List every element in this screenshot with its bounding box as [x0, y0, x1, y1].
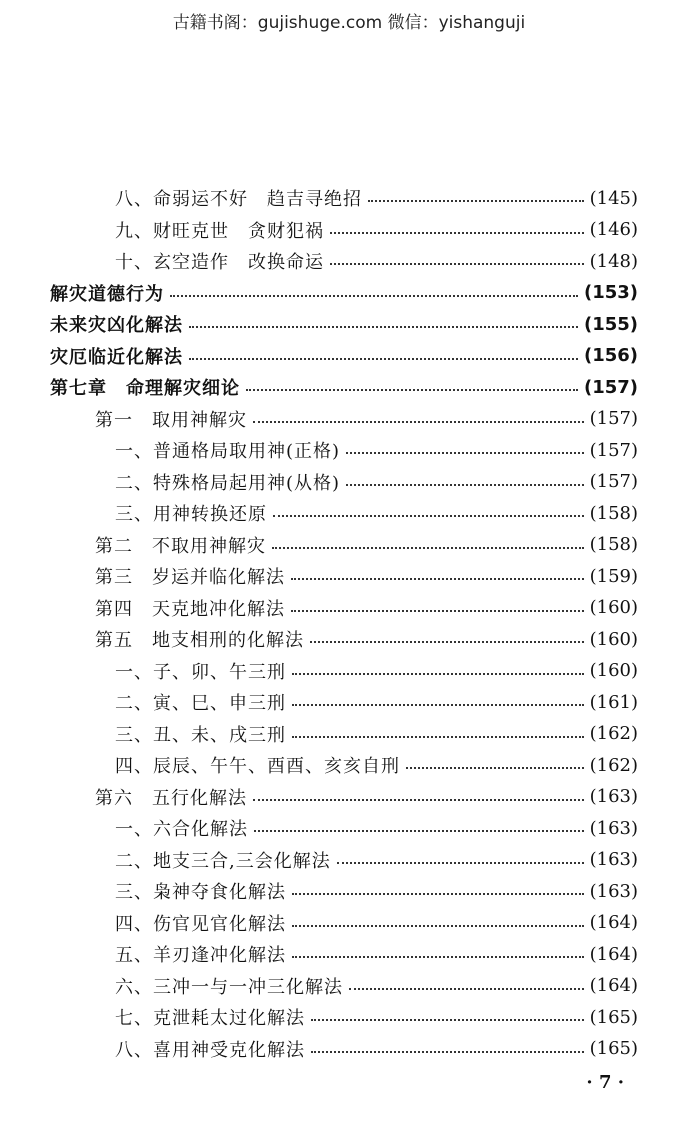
- toc-entry-title: 第五 地支相刑的化解法: [95, 630, 304, 651]
- toc-entry[interactable]: [115, 215, 638, 245]
- toc-entry-title: 一、六合化解法: [115, 819, 248, 840]
- toc-entry-title: 三、用神转换还原: [115, 504, 267, 525]
- toc-entry[interactable]: [115, 813, 638, 843]
- toc-leader-dots: [368, 200, 584, 202]
- toc-leader-dots: [346, 484, 584, 486]
- toc-entry[interactable]: [115, 656, 638, 686]
- toc-entry-page: (164): [589, 943, 638, 965]
- toc-entry-title: 未来灾凶化解法: [50, 315, 183, 336]
- toc-leader-dots: [330, 232, 584, 234]
- toc-entry[interactable]: [115, 1002, 638, 1032]
- toc-entry-page: (164): [589, 912, 638, 933]
- toc-entry[interactable]: [115, 845, 638, 875]
- toc-entry-title: 三、丑、未、戌三刑: [115, 724, 286, 746]
- toc-entry-page: (161): [589, 691, 638, 713]
- toc-entry-title: 二、寅、巳、申三刑: [115, 693, 286, 714]
- toc-entry-title: 四、辰辰、午午、酉酉、亥亥自刑: [115, 756, 400, 777]
- toc-entry[interactable]: [95, 782, 638, 812]
- toc-entry[interactable]: [95, 404, 638, 434]
- toc-entry-page: (164): [589, 975, 638, 996]
- toc-entry-page: (163): [589, 786, 638, 807]
- toc-entry-title: 第三 岁运并临化解法: [95, 567, 285, 588]
- toc-entry-title: 九、财旺克世 贪财犯祸: [115, 220, 324, 242]
- toc-entry[interactable]: [115, 687, 638, 717]
- toc-entry-title: 第六 五行化解法: [95, 787, 247, 809]
- toc-leader-dots: [291, 610, 584, 612]
- toc-entry-page: (145): [589, 187, 638, 209]
- toc-leader-dots: [330, 263, 584, 265]
- toc-leader-dots: [292, 956, 584, 958]
- toc-entry-page: (162): [589, 754, 638, 776]
- toc-entry-title: 五、羊刃逢冲化解法: [115, 945, 286, 966]
- toc-entry[interactable]: [95, 624, 638, 654]
- toc-entry-title: 二、地支三合,三会化解法: [115, 850, 331, 872]
- toc-leader-dots: [189, 358, 578, 360]
- toc-entry-page: (159): [589, 565, 638, 587]
- toc-entry[interactable]: [115, 498, 638, 528]
- toc-entry-page: (165): [589, 1038, 638, 1059]
- toc-entry-title: 第一 取用神解灾: [95, 409, 247, 431]
- toc-leader-dots: [349, 988, 584, 990]
- toc-entry-page: (153): [583, 282, 638, 303]
- toc-leader-dots: [346, 452, 584, 454]
- toc-entry[interactable]: [115, 183, 638, 213]
- toc-entry-title: 七、克泄耗太过化解法: [115, 1008, 305, 1029]
- toc-leader-dots: [292, 673, 584, 675]
- toc-leader-dots: [292, 893, 584, 895]
- toc-entry-title: 灾厄临近化解法: [50, 346, 183, 368]
- toc-entry[interactable]: [115, 939, 638, 969]
- toc-entry-page: (163): [589, 880, 638, 902]
- toc-entry[interactable]: [115, 876, 638, 906]
- toc-entry-title: 第二 不取用神解灾: [95, 535, 266, 557]
- page-number: · 7 ·: [586, 1072, 624, 1093]
- toc-entry-title: 三、枭神夺食化解法: [115, 882, 286, 903]
- toc-leader-dots: [246, 389, 578, 391]
- toc-entry[interactable]: [115, 971, 638, 1001]
- toc-entry-page: (157): [583, 376, 638, 398]
- toc-leader-dots: [292, 704, 584, 706]
- toc-entry-title: 十、玄空造作 改换命运: [115, 252, 324, 273]
- toc-leader-dots: [337, 862, 584, 864]
- toc-leader-dots: [273, 515, 584, 517]
- toc-entry-title: 一、普通格局取用神(正格): [115, 441, 341, 462]
- toc-entry-title: 八、喜用神受克化解法: [115, 1039, 305, 1061]
- toc-leader-dots: [254, 830, 584, 832]
- toc-entry[interactable]: [95, 530, 638, 560]
- toc-entry[interactable]: [95, 593, 638, 623]
- toc-leader-dots: [311, 1051, 584, 1053]
- toc-entry-title: 四、伤官见官化解法: [115, 913, 286, 935]
- toc-entry-page: (160): [589, 628, 638, 650]
- toc-entry[interactable]: [115, 467, 638, 497]
- toc-entry[interactable]: [95, 561, 638, 591]
- watermark-text: 古籍书阁：gujishuge.com 微信：yishanguji: [172, 13, 526, 33]
- toc-entry[interactable]: [50, 309, 638, 339]
- toc-entry-page: (146): [589, 219, 638, 240]
- toc-entry[interactable]: [115, 908, 638, 938]
- toc-entry[interactable]: [115, 750, 638, 780]
- toc-entry[interactable]: [50, 372, 638, 402]
- toc-leader-dots: [291, 578, 584, 580]
- toc-leader-dots: [311, 1019, 584, 1021]
- toc-leader-dots: [253, 799, 584, 801]
- toc-entry-page: (157): [589, 408, 638, 429]
- toc-entry-page: (163): [589, 817, 638, 839]
- toc-leader-dots: [189, 326, 578, 328]
- toc-entry-title: 八、命弱运不好 趋吉寻绝招: [115, 189, 362, 210]
- toc-leader-dots: [272, 547, 584, 549]
- toc-entry-page: (162): [589, 723, 638, 744]
- toc-entry-page: (165): [589, 1006, 638, 1028]
- toc-entry[interactable]: [50, 278, 638, 308]
- toc-entry[interactable]: [115, 246, 638, 276]
- toc-leader-dots: [292, 736, 584, 738]
- toc-entry-title: 第四 天克地冲化解法: [95, 598, 285, 620]
- toc-entry-title: 第七章 命理解灾细论: [50, 378, 240, 399]
- toc-leader-dots: [292, 925, 584, 927]
- toc-entry-page: (156): [583, 345, 638, 366]
- toc-entry-page: (155): [583, 313, 638, 335]
- toc-leader-dots: [406, 767, 584, 769]
- toc-entry-page: (163): [589, 849, 638, 870]
- toc-entry[interactable]: [115, 435, 638, 465]
- toc-leader-dots: [253, 421, 584, 423]
- toc-entry-page: (157): [589, 471, 638, 492]
- toc-entry-title: 解灾道德行为: [50, 283, 164, 305]
- toc-entry-page: (157): [589, 439, 638, 461]
- toc-entry-title: 六、三冲一与一冲三化解法: [115, 976, 343, 998]
- toc-entry[interactable]: [115, 1034, 638, 1064]
- toc-leader-dots: [170, 295, 578, 297]
- toc-entry[interactable]: [50, 341, 638, 371]
- toc-entry-title: 一、子、卯、午三刑: [115, 661, 286, 683]
- toc-leader-dots: [310, 641, 584, 643]
- toc-entry-page: (160): [589, 597, 638, 618]
- toc-entry-page: (158): [589, 534, 638, 555]
- toc-entry-page: (160): [589, 660, 638, 681]
- toc-entry[interactable]: [115, 719, 638, 749]
- toc-entry-page: (158): [589, 502, 638, 524]
- toc-entry-title: 二、特殊格局起用神(从格): [115, 472, 341, 494]
- toc-entry-page: (148): [589, 250, 638, 272]
